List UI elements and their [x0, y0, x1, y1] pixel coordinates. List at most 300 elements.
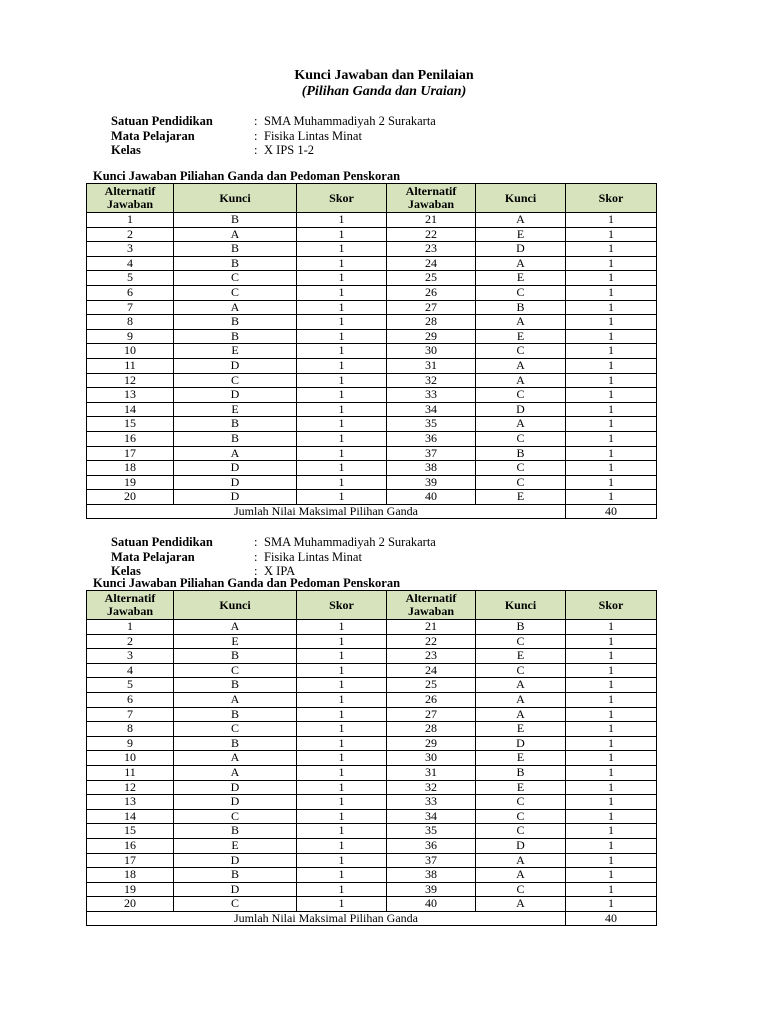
answer-key: E: [476, 780, 566, 795]
score: 1: [297, 897, 387, 912]
question-number: 14: [87, 809, 174, 824]
question-number: 31: [387, 358, 476, 373]
header-skor: Skor: [566, 591, 657, 620]
header-alt: Alternatif Jawaban: [387, 591, 476, 620]
answer-key: D: [174, 780, 297, 795]
table-row: [87, 446, 657, 461]
answer-key: B: [174, 868, 297, 883]
table-row: [87, 344, 657, 359]
answer-key: C: [476, 388, 566, 403]
table-row: [87, 751, 657, 766]
table-row: [87, 256, 657, 271]
score: 1: [297, 227, 387, 242]
score: 1: [566, 795, 657, 810]
question-number: 33: [387, 388, 476, 403]
score: 1: [297, 329, 387, 344]
satuan-value: SMA Muhammadiyah 2 Surakarta: [264, 114, 436, 128]
table-row: [87, 300, 657, 315]
answer-key: A: [476, 213, 566, 228]
satuan-label: Satuan Pendidikan: [111, 114, 213, 128]
question-number: 10: [87, 344, 174, 359]
page-title: Kunci Jawaban dan Penilaian: [294, 68, 474, 83]
question-number: 28: [387, 315, 476, 330]
answer-key: A: [476, 417, 566, 432]
score: 1: [297, 446, 387, 461]
question-number: 8: [87, 315, 174, 330]
question-number: 30: [387, 751, 476, 766]
answer-key: C: [174, 373, 297, 388]
table-row: [87, 358, 657, 373]
score: 1: [297, 882, 387, 897]
score: 1: [566, 461, 657, 476]
answer-key: D: [174, 490, 297, 505]
answer-key: B: [174, 213, 297, 228]
question-number: 6: [87, 285, 174, 300]
answer-key: E: [476, 751, 566, 766]
score: 1: [297, 824, 387, 839]
score: 1: [297, 344, 387, 359]
score: 1: [297, 838, 387, 853]
answer-key: E: [174, 838, 297, 853]
question-number: 21: [387, 620, 476, 635]
score: 1: [566, 431, 657, 446]
answer-key: D: [174, 853, 297, 868]
question-number: 7: [87, 300, 174, 315]
score: 1: [566, 256, 657, 271]
score: 1: [297, 300, 387, 315]
score: 1: [566, 329, 657, 344]
score: 1: [566, 620, 657, 635]
table-row: [87, 242, 657, 257]
header-alt: Alternatif Jawaban: [387, 184, 476, 213]
answer-key: E: [174, 634, 297, 649]
question-number: 16: [87, 838, 174, 853]
question-number: 9: [87, 736, 174, 751]
table-row: [87, 678, 657, 693]
question-number: 14: [87, 402, 174, 417]
question-number: 3: [87, 649, 174, 664]
score: 1: [566, 722, 657, 737]
table-row: [87, 475, 657, 490]
question-number: 19: [87, 882, 174, 897]
question-number: 39: [387, 475, 476, 490]
score: 1: [566, 490, 657, 505]
score: 1: [566, 475, 657, 490]
total-value: 40: [566, 504, 657, 519]
score: 1: [566, 868, 657, 883]
table-row: [87, 402, 657, 417]
table-row: [87, 838, 657, 853]
answer-key: B: [476, 446, 566, 461]
answer-key: C: [476, 663, 566, 678]
question-number: 4: [87, 663, 174, 678]
score: 1: [297, 809, 387, 824]
answer-key: C: [476, 431, 566, 446]
question-number: 8: [87, 722, 174, 737]
score: 1: [566, 663, 657, 678]
score: 1: [566, 388, 657, 403]
mapel-value: Fisika Lintas Minat: [264, 549, 362, 564]
header-kunci: Kunci: [476, 591, 566, 620]
question-number: 32: [387, 373, 476, 388]
answer-key: A: [174, 692, 297, 707]
question-number: 16: [87, 431, 174, 446]
kelas-value: X IPA: [264, 564, 296, 578]
satuan-label: Satuan Pendidikan: [111, 535, 213, 549]
score: 1: [566, 417, 657, 432]
kelas-label: Kelas: [111, 564, 141, 578]
answer-key: B: [174, 242, 297, 257]
answer-key: A: [476, 373, 566, 388]
answer-key: C: [476, 824, 566, 839]
question-number: 37: [387, 446, 476, 461]
answer-key: E: [476, 329, 566, 344]
score: 1: [566, 344, 657, 359]
score: 1: [566, 300, 657, 315]
header-alt: Alternatif Jawaban: [87, 591, 174, 620]
answer-key: A: [476, 256, 566, 271]
table-caption-1: Kunci Jawaban Piliahan Ganda dan Pedoman Penskoran: [93, 169, 401, 183]
answer-key: D: [174, 388, 297, 403]
score: 1: [297, 649, 387, 664]
answer-key: B: [476, 620, 566, 635]
satuan-value: SMA Muhammadiyah 2 Surakarta: [264, 535, 436, 549]
question-number: 20: [87, 490, 174, 505]
answer-key: C: [476, 461, 566, 476]
question-number: 23: [387, 242, 476, 257]
question-number: 20: [87, 897, 174, 912]
table-row: [87, 736, 657, 751]
question-number: 29: [387, 736, 476, 751]
score: 1: [566, 824, 657, 839]
question-number: 34: [387, 402, 476, 417]
score: 1: [297, 853, 387, 868]
score: 1: [566, 838, 657, 853]
answer-key: B: [174, 707, 297, 722]
score: 1: [566, 751, 657, 766]
question-number: 27: [387, 300, 476, 315]
answer-key: B: [174, 678, 297, 693]
score: 1: [566, 707, 657, 722]
table-row: [87, 897, 657, 912]
question-number: 39: [387, 882, 476, 897]
answer-key: D: [476, 736, 566, 751]
table-row: [87, 417, 657, 432]
header-kunci: Kunci: [476, 184, 566, 213]
table-row: [87, 329, 657, 344]
score: 1: [297, 475, 387, 490]
header-skor: Skor: [566, 184, 657, 213]
answer-key: B: [174, 417, 297, 432]
question-number: 36: [387, 431, 476, 446]
score: 1: [297, 417, 387, 432]
score: 1: [566, 402, 657, 417]
score: 1: [297, 256, 387, 271]
score: 1: [297, 722, 387, 737]
score: 1: [566, 634, 657, 649]
answer-key: A: [174, 765, 297, 780]
answer-key: C: [476, 809, 566, 824]
score: 1: [297, 707, 387, 722]
answer-key: E: [476, 490, 566, 505]
answer-key: A: [476, 315, 566, 330]
answer-key: A: [476, 358, 566, 373]
score: 1: [566, 736, 657, 751]
score: 1: [297, 358, 387, 373]
question-number: 2: [87, 227, 174, 242]
question-number: 1: [87, 620, 174, 635]
score: 1: [297, 461, 387, 476]
question-number: 22: [387, 227, 476, 242]
question-number: 33: [387, 795, 476, 810]
question-number: 38: [387, 461, 476, 476]
question-number: 24: [387, 256, 476, 271]
table-caption-2: Kunci Jawaban Piliahan Ganda dan Pedoman Penskoran: [93, 576, 401, 590]
answer-key: A: [174, 620, 297, 635]
question-number: 13: [87, 795, 174, 810]
answer-key: A: [476, 707, 566, 722]
question-number: 15: [87, 824, 174, 839]
score: 1: [297, 795, 387, 810]
score: 1: [566, 678, 657, 693]
question-number: 35: [387, 417, 476, 432]
question-number: 29: [387, 329, 476, 344]
answer-key: A: [476, 868, 566, 883]
question-number: 1: [87, 213, 174, 228]
score: 1: [566, 446, 657, 461]
answer-key: C: [476, 475, 566, 490]
answer-key: E: [476, 649, 566, 664]
question-number: 4: [87, 256, 174, 271]
score: 1: [297, 242, 387, 257]
table-row: [87, 213, 657, 228]
question-number: 23: [387, 649, 476, 664]
answer-key: B: [476, 300, 566, 315]
table-row: [87, 431, 657, 446]
score: 1: [566, 358, 657, 373]
header-kunci: Kunci: [174, 184, 297, 213]
table-row: [87, 315, 657, 330]
question-number: 9: [87, 329, 174, 344]
question-number: 18: [87, 868, 174, 883]
question-number: 10: [87, 751, 174, 766]
score: 1: [297, 678, 387, 693]
answer-key: C: [174, 809, 297, 824]
answer-key: D: [476, 402, 566, 417]
colon: :: [254, 128, 258, 143]
table-row: [87, 490, 657, 505]
question-number: 26: [387, 692, 476, 707]
table-row: [87, 707, 657, 722]
answer-key: D: [174, 882, 297, 897]
question-number: 35: [387, 824, 476, 839]
answer-key: C: [476, 795, 566, 810]
score: 1: [297, 634, 387, 649]
answer-key: C: [476, 882, 566, 897]
question-number: 11: [87, 358, 174, 373]
score: 1: [297, 663, 387, 678]
answer-key: A: [174, 446, 297, 461]
question-number: 40: [387, 897, 476, 912]
mapel-value: Fisika Lintas Minat: [264, 128, 362, 143]
question-number: 26: [387, 285, 476, 300]
table-row: [87, 824, 657, 839]
answer-key: B: [174, 329, 297, 344]
table-row: [87, 620, 657, 635]
total-value: 40: [566, 911, 657, 926]
table-row: [87, 853, 657, 868]
answer-key: B: [174, 649, 297, 664]
score: 1: [297, 373, 387, 388]
score: 1: [566, 213, 657, 228]
header-alt: Alternatif Jawaban: [87, 184, 174, 213]
question-number: 40: [387, 490, 476, 505]
table-row: [87, 722, 657, 737]
score: 1: [297, 431, 387, 446]
table-row: [87, 373, 657, 388]
table-row: [87, 868, 657, 883]
table-row: [87, 271, 657, 286]
question-number: 11: [87, 765, 174, 780]
score: 1: [566, 765, 657, 780]
answer-key: A: [174, 300, 297, 315]
question-number: 19: [87, 475, 174, 490]
answer-key: E: [174, 402, 297, 417]
question-number: 6: [87, 692, 174, 707]
header-skor: Skor: [297, 184, 387, 213]
question-number: 12: [87, 373, 174, 388]
school-info-1: [111, 114, 436, 158]
total-label: Jumlah Nilai Maksimal Pilihan Ganda: [87, 504, 566, 519]
question-number: 30: [387, 344, 476, 359]
answer-key: C: [476, 344, 566, 359]
answer-key: A: [174, 751, 297, 766]
question-number: 18: [87, 461, 174, 476]
answer-key: C: [174, 663, 297, 678]
answer-key: A: [476, 678, 566, 693]
answer-key: E: [476, 271, 566, 286]
score: 1: [566, 897, 657, 912]
answer-key: E: [476, 227, 566, 242]
question-number: 37: [387, 853, 476, 868]
score: 1: [566, 242, 657, 257]
table-row: [87, 809, 657, 824]
score: 1: [297, 692, 387, 707]
score: 1: [566, 692, 657, 707]
answer-key: D: [174, 795, 297, 810]
score: 1: [297, 765, 387, 780]
answer-key-table-1: [86, 183, 657, 519]
score: 1: [566, 227, 657, 242]
table-row: [87, 649, 657, 664]
answer-key: C: [174, 722, 297, 737]
table-row: [87, 285, 657, 300]
question-number: 7: [87, 707, 174, 722]
question-number: 38: [387, 868, 476, 883]
answer-key: B: [174, 315, 297, 330]
table-row: [87, 692, 657, 707]
table-row: [87, 634, 657, 649]
question-number: 27: [387, 707, 476, 722]
score: 1: [566, 649, 657, 664]
question-number: 28: [387, 722, 476, 737]
score: 1: [297, 285, 387, 300]
answer-key: D: [476, 242, 566, 257]
score: 1: [297, 213, 387, 228]
answer-key: C: [476, 634, 566, 649]
total-label: Jumlah Nilai Maksimal Pilihan Ganda: [87, 911, 566, 926]
colon: :: [254, 549, 258, 564]
table-row: [87, 795, 657, 810]
question-number: 25: [387, 678, 476, 693]
score: 1: [297, 315, 387, 330]
score: 1: [297, 751, 387, 766]
table-row: [87, 388, 657, 403]
table-row: [87, 663, 657, 678]
question-number: 24: [387, 663, 476, 678]
answer-key: A: [476, 692, 566, 707]
answer-key: A: [174, 227, 297, 242]
answer-key: A: [476, 853, 566, 868]
answer-key: C: [174, 285, 297, 300]
score: 1: [566, 271, 657, 286]
school-info-2: [111, 535, 436, 579]
question-number: 13: [87, 388, 174, 403]
mapel-label: Mata Pelajaran: [111, 128, 195, 143]
answer-key: E: [174, 344, 297, 359]
answer-key: B: [174, 736, 297, 751]
mapel-label: Mata Pelajaran: [111, 549, 195, 564]
question-number: 32: [387, 780, 476, 795]
answer-key: D: [174, 358, 297, 373]
score: 1: [297, 736, 387, 751]
score: 1: [297, 402, 387, 417]
answer-key: D: [174, 475, 297, 490]
question-number: 12: [87, 780, 174, 795]
answer-key: D: [476, 838, 566, 853]
kelas-label: Kelas: [111, 143, 141, 157]
score: 1: [297, 490, 387, 505]
table-row: [87, 882, 657, 897]
header-kunci: Kunci: [174, 591, 297, 620]
table-row: [87, 780, 657, 795]
score: 1: [566, 809, 657, 824]
answer-key: E: [476, 722, 566, 737]
answer-key: C: [174, 271, 297, 286]
question-number: 5: [87, 678, 174, 693]
question-number: 5: [87, 271, 174, 286]
answer-key: D: [174, 461, 297, 476]
colon: :: [254, 143, 258, 157]
question-number: 25: [387, 271, 476, 286]
question-number: 21: [387, 213, 476, 228]
answer-key-table-2: [86, 590, 657, 926]
score: 1: [566, 373, 657, 388]
score: 1: [566, 882, 657, 897]
table-row: [87, 461, 657, 476]
answer-key: C: [174, 897, 297, 912]
score: 1: [297, 620, 387, 635]
question-number: 36: [387, 838, 476, 853]
table-row: [87, 227, 657, 242]
score: 1: [566, 285, 657, 300]
score: 1: [566, 315, 657, 330]
question-number: 2: [87, 634, 174, 649]
answer-key: B: [174, 824, 297, 839]
table-row: [87, 765, 657, 780]
score: 1: [297, 780, 387, 795]
question-number: 22: [387, 634, 476, 649]
